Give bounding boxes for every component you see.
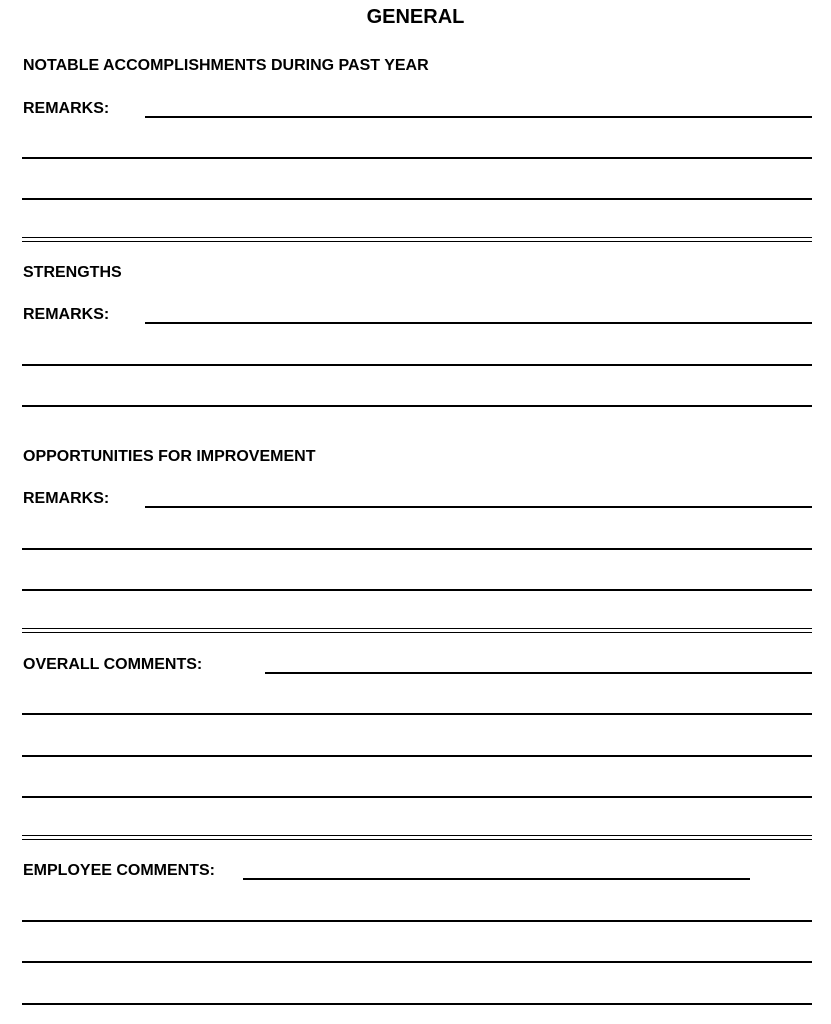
overall-comments-label: OVERALL COMMENTS: (23, 656, 203, 673)
improvement-heading: OPPORTUNITIES FOR IMPROVEMENT (23, 448, 316, 465)
improvement-remarks-label: REMARKS: (23, 490, 110, 507)
overall-comments-line-3[interactable] (22, 755, 812, 757)
strengths-remarks-label: REMARKS: (23, 306, 110, 323)
strengths-remarks-line-3[interactable] (22, 405, 812, 407)
page-title: GENERAL (366, 6, 465, 28)
strengths-heading: STRENGTHS (23, 264, 122, 281)
improvement-remarks-line-3[interactable] (22, 589, 812, 591)
section-divider (22, 628, 812, 633)
accomplishments-remarks-line-2[interactable] (22, 157, 812, 159)
employee-comments-line-1[interactable] (243, 878, 750, 880)
accomplishments-heading: NOTABLE ACCOMPLISHMENTS DURING PAST YEAR (23, 57, 429, 74)
section-divider (22, 237, 812, 242)
improvement-remarks-line-1[interactable] (145, 506, 812, 508)
strengths-remarks-line-2[interactable] (22, 364, 812, 366)
overall-comments-line-4[interactable] (22, 796, 812, 798)
employee-comments-line-2[interactable] (22, 920, 812, 922)
accomplishments-remarks-label: REMARKS: (23, 100, 110, 117)
employee-comments-label: EMPLOYEE COMMENTS: (23, 862, 216, 879)
section-divider (22, 835, 812, 840)
strengths-remarks-line-1[interactable] (145, 322, 812, 324)
accomplishments-remarks-line-1[interactable] (145, 116, 812, 118)
overall-comments-line-1[interactable] (265, 672, 812, 674)
employee-comments-line-3[interactable] (22, 961, 812, 963)
accomplishments-remarks-line-3[interactable] (22, 198, 812, 200)
improvement-remarks-line-2[interactable] (22, 548, 812, 550)
overall-comments-line-2[interactable] (22, 713, 812, 715)
employee-comments-line-4[interactable] (22, 1003, 812, 1005)
